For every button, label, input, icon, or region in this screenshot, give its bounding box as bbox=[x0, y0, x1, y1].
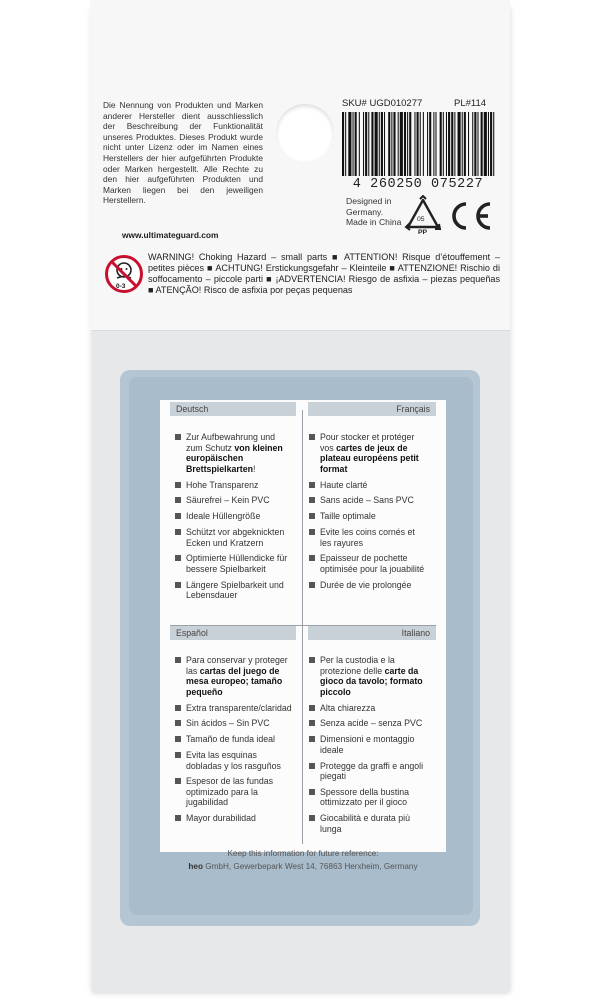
feature-item bbox=[174, 750, 292, 771]
lang-label-deutsch: Deutsch bbox=[170, 402, 296, 416]
blister-seal-line bbox=[92, 330, 510, 331]
pl-number: PL#114 bbox=[454, 98, 487, 109]
feature-item bbox=[174, 718, 292, 729]
barcode-bar bbox=[409, 112, 411, 176]
barcode-bar bbox=[417, 112, 419, 176]
recycle-material: PP bbox=[418, 229, 428, 236]
feature-item bbox=[308, 734, 426, 755]
feature-text: Alta chiarezza bbox=[320, 702, 376, 713]
age-range-label: 0-3 bbox=[116, 283, 126, 290]
feature-item bbox=[174, 495, 292, 506]
barcode-bar bbox=[345, 112, 346, 176]
feature-list-italiano bbox=[308, 655, 426, 840]
barcode-bar bbox=[468, 112, 469, 176]
barcode-bar bbox=[348, 112, 351, 176]
ce-mark-icon bbox=[446, 200, 494, 232]
feature-text: Per la custodia e la protezione delle bbox=[320, 655, 395, 676]
barcode-bar bbox=[363, 112, 364, 176]
address-text: GmbH, Gewerbepark West 14, 76863 Herxheim, Germany bbox=[202, 862, 418, 871]
barcode-bar bbox=[365, 112, 367, 176]
feature-item bbox=[308, 787, 426, 808]
barcode-bar bbox=[381, 112, 383, 176]
feature-emphasis: carte da gioco da tavolo; formato piccolo bbox=[320, 665, 423, 697]
feature-item bbox=[308, 655, 426, 697]
hang-hole bbox=[276, 104, 334, 162]
barcode-bar bbox=[490, 112, 492, 176]
barcode-bar bbox=[342, 112, 344, 176]
barcode-bar bbox=[359, 112, 360, 176]
lang-label-italiano: Italiano bbox=[308, 626, 436, 640]
feature-item bbox=[308, 553, 426, 574]
feature-item bbox=[308, 495, 426, 506]
feature-text: Espesor de las fundas optimizado para la jugabilidad bbox=[186, 776, 274, 808]
feature-list-deutsch bbox=[174, 432, 292, 606]
barcode-bar bbox=[379, 112, 380, 176]
barcode-bar bbox=[440, 112, 442, 176]
barcode-bar bbox=[393, 112, 395, 176]
feature-item bbox=[308, 527, 426, 548]
feature-text: Senza acide – senza PVC bbox=[320, 718, 423, 729]
feature-item bbox=[174, 580, 292, 601]
barcode-bar bbox=[353, 112, 354, 176]
barcode-bar bbox=[423, 112, 424, 176]
feature-item bbox=[174, 655, 292, 697]
barcode-bar bbox=[451, 112, 453, 176]
feature-text: Zur Aufbewahrung und zum Schutz bbox=[186, 432, 276, 453]
origin-text: Designed in Germany. Made in China bbox=[346, 196, 402, 228]
feature-text: Evita las esquinas dobladas y los rasguños bbox=[186, 749, 281, 771]
feature-item bbox=[308, 511, 426, 522]
feature-item bbox=[174, 734, 292, 745]
feature-item bbox=[308, 480, 426, 491]
feature-text: Hohe Transparenz bbox=[186, 479, 259, 490]
feature-text: Taille optimale bbox=[320, 511, 376, 522]
barcode-bar bbox=[384, 112, 385, 176]
feature-item bbox=[308, 761, 426, 782]
feature-text: Pour stocker et protéger vos bbox=[320, 432, 415, 453]
barcode-bar bbox=[404, 112, 406, 176]
feature-text: Haute clarté bbox=[320, 479, 368, 490]
barcode-bar bbox=[458, 112, 461, 176]
barcode-bar bbox=[429, 112, 431, 176]
feature-text: Dimensioni e montaggio ideale bbox=[320, 734, 415, 755]
feature-text: ! bbox=[252, 463, 256, 474]
barcode-bar bbox=[464, 112, 466, 176]
barcode-bar bbox=[488, 112, 489, 176]
feature-text: Mayor durabilidad bbox=[186, 813, 256, 824]
feature-item bbox=[174, 527, 292, 548]
barcode-bar bbox=[474, 112, 476, 176]
feature-text: Extra transparente/claridad bbox=[186, 702, 292, 713]
feature-text: Sans acide – Sans PVC bbox=[320, 495, 414, 506]
feature-item bbox=[174, 480, 292, 491]
feature-item bbox=[174, 703, 292, 714]
feature-emphasis: von kleinen europäischen Brettspielkarten bbox=[186, 442, 283, 474]
company-name: heo bbox=[188, 862, 203, 871]
barcode-bar bbox=[414, 112, 415, 176]
barcode-bar bbox=[493, 112, 494, 176]
feature-item bbox=[308, 718, 426, 729]
feature-text: Schützt vor abgeknickten Ecken und Kratzern bbox=[186, 526, 285, 548]
barcode-bar bbox=[446, 112, 447, 176]
barcode-bar bbox=[398, 112, 399, 176]
feature-item bbox=[174, 511, 292, 522]
feature-emphasis: cartes de jeux de plateau européens petit format bbox=[320, 442, 419, 474]
barcode bbox=[340, 112, 496, 176]
barcode-bar bbox=[472, 112, 473, 176]
feature-item bbox=[308, 432, 426, 474]
barcode-bar bbox=[400, 112, 403, 176]
feature-text: Tamaño de funda ideal bbox=[186, 734, 276, 745]
feature-text: Ideale Hüllengröße bbox=[186, 511, 261, 522]
company-address bbox=[160, 862, 446, 871]
barcode-bar bbox=[454, 112, 455, 176]
barcode-bar bbox=[435, 112, 436, 176]
barcode-bar bbox=[388, 112, 390, 176]
barcode-bar bbox=[477, 112, 478, 176]
recycle-code: 05 bbox=[417, 216, 425, 223]
feature-item bbox=[174, 813, 292, 824]
feature-text: Spessore della bustina ottimizzato per il gioco bbox=[320, 786, 410, 808]
barcode-number: 4 260250 075227 bbox=[352, 177, 484, 192]
lang-label-espanol: Español bbox=[170, 626, 296, 640]
barcode-bar bbox=[355, 112, 357, 176]
barcode-bar bbox=[391, 112, 392, 176]
legal-disclaimer: Die Nennung von Produkten und Marken anderer Hersteller dient ausschliesslich der Beschreibung der Funktionalität unseres Produktes. Dieses Produkt wurde nicht unter Lizenz oder im Namen eines Herstellers der hier aufgeführten Produkte oder Marken hergestellt. Alle Rechte zu den hier aufgeführten Produkten und Marken liegen bei den jeweiligen Herstellern. bbox=[103, 100, 263, 206]
barcode-bar bbox=[481, 112, 483, 176]
feature-text: Evite les coins cornés et les rayures bbox=[320, 526, 415, 548]
feature-text: Epaisseur de pochette optimisée pour la jouabilité bbox=[320, 553, 425, 574]
lang-label-francais: Français bbox=[308, 402, 436, 416]
feature-text: Durée de vie prolongée bbox=[320, 579, 412, 590]
keep-info-note: Keep this information for future reference: bbox=[227, 849, 379, 858]
feature-item bbox=[174, 432, 292, 474]
feature-item bbox=[174, 553, 292, 574]
feature-text: Para conservar y proteger las bbox=[186, 655, 288, 676]
barcode-bar bbox=[484, 112, 487, 176]
barcode-bar bbox=[375, 112, 378, 176]
feature-text: Längere Spielbarkeit und Lebensdauer bbox=[186, 579, 284, 601]
feature-text: Sin ácidos – Sin PVC bbox=[186, 718, 270, 729]
barcode-bar bbox=[433, 112, 434, 176]
website-url: www.ultimateguard.com bbox=[122, 230, 219, 240]
feature-text: Optimierte Hüllendicke für bessere Spielbarkeit bbox=[186, 553, 288, 574]
feature-item bbox=[174, 776, 292, 808]
feature-text: Protegge da graffi e angoli piegati bbox=[320, 760, 424, 782]
barcode-bar bbox=[371, 112, 373, 176]
barcode-bar bbox=[443, 112, 444, 176]
barcode-bar bbox=[448, 112, 450, 176]
sku-number: SKU# UGD010277 bbox=[342, 98, 423, 109]
insert-vertical-divider bbox=[302, 410, 303, 844]
feature-item bbox=[308, 813, 426, 834]
barcode-bar bbox=[368, 112, 369, 176]
barcode-bar bbox=[427, 112, 428, 176]
barcode-bar bbox=[462, 112, 463, 176]
feature-list-espanol bbox=[174, 655, 292, 829]
choking-warning: WARNING! Choking Hazard – small parts ■ ATTENTION! Risque d’étouffement – petites pièces ■ ACHTUNG! Erstickungsgefahr – Kleinteile ■ ATTENZIONE! Rischio di soffocamento – piccole parti ■ ¡ADVERTENCIA! Riesgo de asfixia – piezas pequeñas ■ ATENÇÃO! Risco de asfixia por peças pequenas bbox=[148, 252, 500, 295]
feature-list-francais bbox=[308, 432, 426, 595]
feature-item bbox=[308, 703, 426, 714]
feature-text: Säurefrei – Kein PVC bbox=[186, 495, 270, 506]
feature-emphasis: cartas del juego de mesa europeo; tamaño pequeño bbox=[186, 665, 283, 697]
barcode-bar bbox=[407, 112, 408, 176]
feature-text: Giocabilità e durata più lunga bbox=[320, 813, 410, 834]
feature-item bbox=[308, 580, 426, 591]
barcode-bar bbox=[420, 112, 421, 176]
